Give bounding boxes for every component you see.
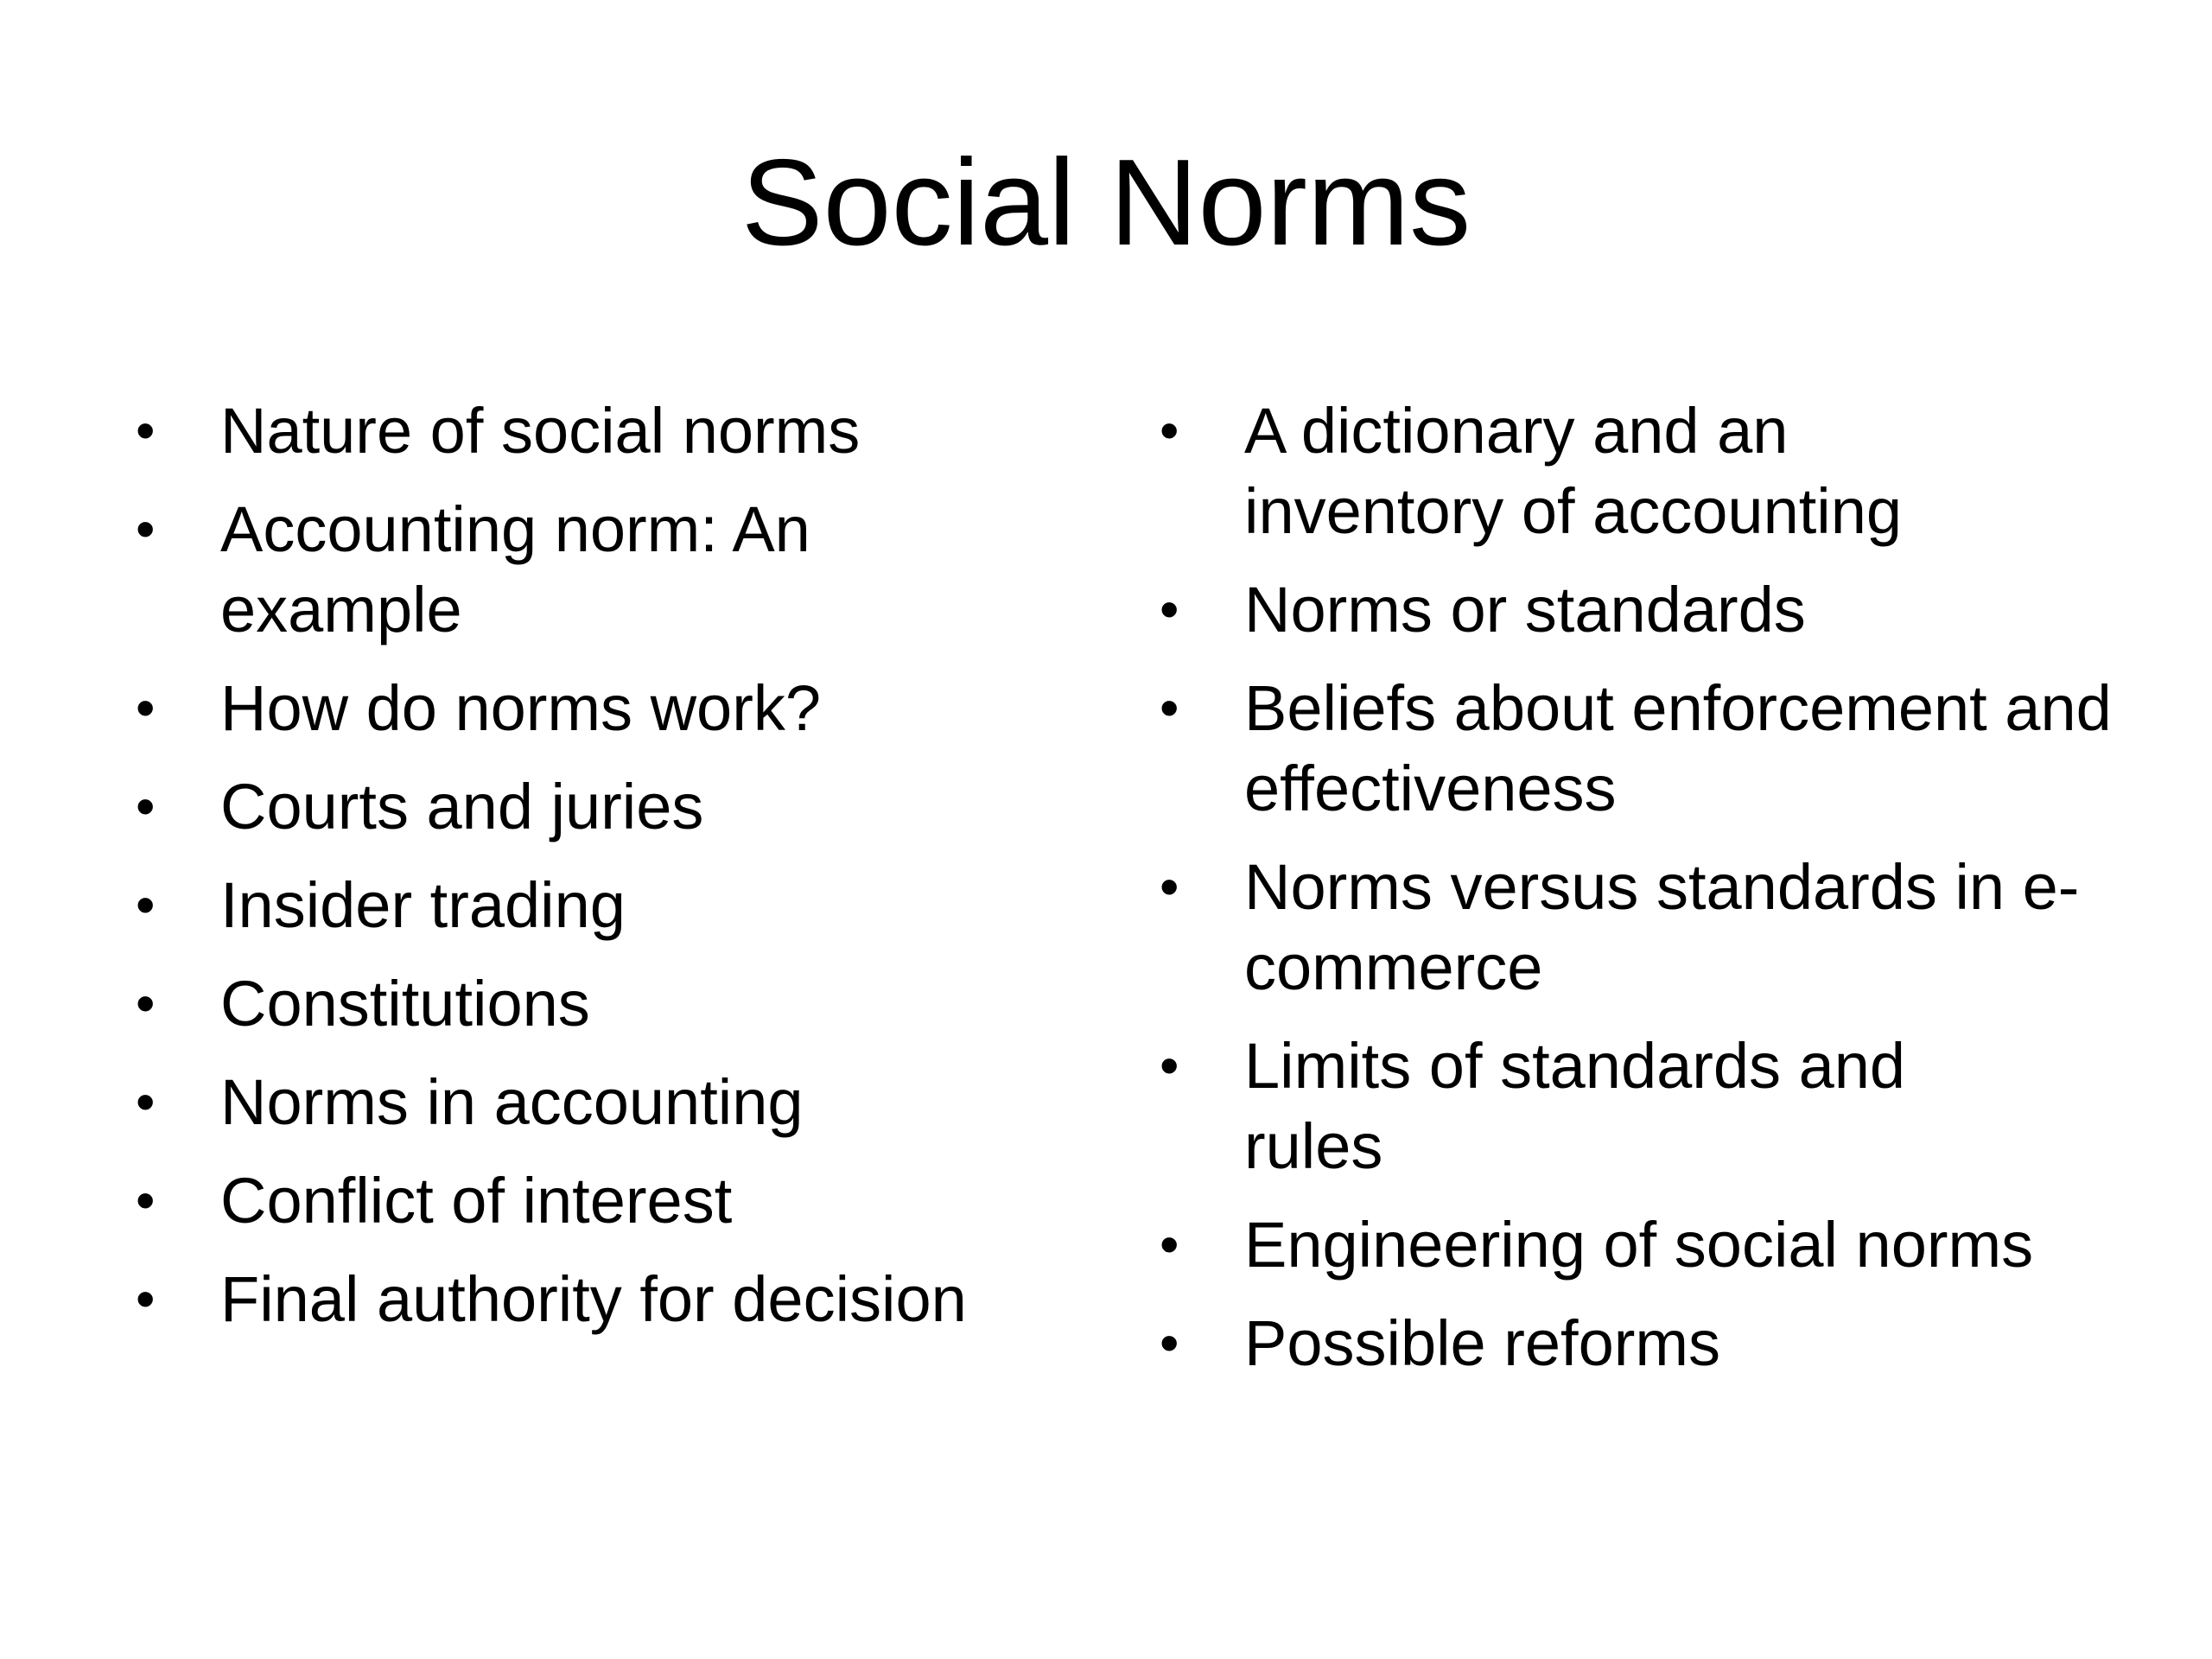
bullet-icon: • bbox=[136, 498, 156, 560]
list-item bbox=[130, 668, 1097, 748]
bullet-icon: • bbox=[1160, 399, 1179, 461]
list-item bbox=[1154, 1303, 2121, 1383]
list-item bbox=[1154, 1026, 2121, 1186]
list-item-text: Accounting norm: An example bbox=[220, 493, 810, 645]
list-item-text: A dictionary and an inventory of accounting bbox=[1244, 395, 1903, 547]
list-item bbox=[1154, 391, 2121, 551]
bullet-icon: • bbox=[136, 972, 156, 1034]
list-item bbox=[130, 766, 1097, 847]
list-item-text: Possible reforms bbox=[1244, 1307, 1721, 1379]
list-item-text: Limits of standards and rules bbox=[1244, 1030, 1906, 1182]
list-item-text: How do norms work? bbox=[220, 672, 822, 744]
bullet-icon: • bbox=[136, 399, 156, 461]
bullet-icon: • bbox=[136, 1268, 156, 1330]
bullet-icon: • bbox=[1160, 1312, 1179, 1374]
list-item bbox=[130, 1160, 1097, 1241]
bullet-icon: • bbox=[136, 775, 156, 837]
list-item bbox=[1154, 847, 2121, 1007]
list-item-text: Engineering of social norms bbox=[1244, 1209, 2034, 1281]
slide-title: Social Norms bbox=[741, 134, 1471, 271]
bullet-icon: • bbox=[1160, 1213, 1179, 1275]
list-item bbox=[130, 1259, 1097, 1339]
bullet-icon: • bbox=[136, 677, 156, 739]
list-item bbox=[1154, 569, 2121, 650]
list-item-text: Final authority for decision bbox=[220, 1263, 967, 1335]
list-item-text: Norms or standards bbox=[1244, 574, 1806, 645]
list-item-text: Beliefs about enforcement and effectiveness bbox=[1244, 672, 2112, 824]
bullet-icon: • bbox=[136, 874, 156, 936]
list-item-text: Nature of social norms bbox=[220, 395, 861, 467]
list-item-text: Conflict of interest bbox=[220, 1165, 733, 1236]
bullet-icon: • bbox=[1160, 855, 1179, 918]
bullet-icon: • bbox=[136, 1071, 156, 1133]
list-item bbox=[130, 391, 1097, 471]
list-item bbox=[130, 963, 1097, 1044]
list-item-text: Insider trading bbox=[220, 869, 626, 941]
list-item-text: Courts and juries bbox=[220, 771, 704, 842]
list-item-text: Norms versus standards in e-commerce bbox=[1244, 851, 2080, 1003]
list-item bbox=[130, 1062, 1097, 1142]
list-item bbox=[130, 865, 1097, 945]
bullet-icon: • bbox=[1160, 578, 1179, 640]
bullet-icon: • bbox=[1160, 677, 1179, 739]
left-bullet-list bbox=[130, 391, 1097, 1357]
list-item bbox=[1154, 668, 2121, 829]
bullet-icon: • bbox=[136, 1169, 156, 1231]
list-item-text: Norms in accounting bbox=[220, 1066, 804, 1138]
right-bullet-list bbox=[1154, 391, 2121, 1402]
list-item bbox=[130, 489, 1097, 650]
bullet-icon: • bbox=[1160, 1034, 1179, 1096]
list-item bbox=[1154, 1205, 2121, 1285]
list-item-text: Constitutions bbox=[220, 968, 590, 1039]
